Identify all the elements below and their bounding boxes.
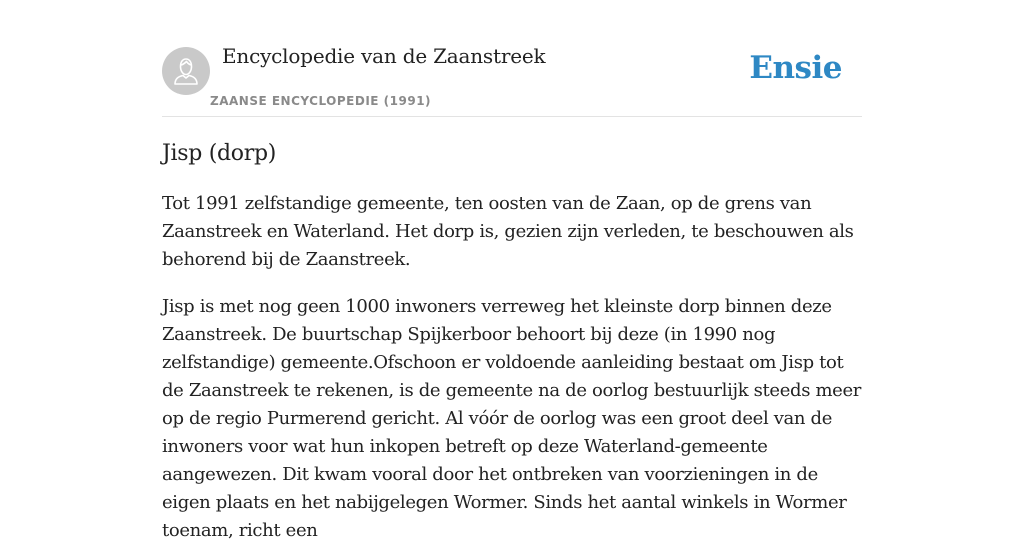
article xyxy=(162,138,862,545)
article-title: Jisp (dorp) xyxy=(162,141,277,166)
article-paragraph: Tot 1991 zelfstandige gemeente, ten oosten van de Zaan, op de grens van Zaanstreek en Waterland. Het dorp is, gezien zijn verleden, te beschouwen als behorend bij de Zaanstreek. xyxy=(162,193,854,270)
source-title[interactable]: Encyclopedie van de Zaanstreek xyxy=(222,44,546,68)
user-silhouette-icon xyxy=(162,47,210,95)
source-subtitle[interactable]: ZAANSE ENCYCLOPEDIE (1991) xyxy=(210,94,432,108)
source-avatar[interactable] xyxy=(162,47,210,95)
brand-logo[interactable]: Ensie xyxy=(749,50,842,86)
article-paragraph: Jisp is met nog geen 1000 inwoners verreweg het kleinste dorp binnen deze Zaanstreek. De buurtschap Spijkerboor behoort bij deze (in 1990 nog zelfstandige) gemeente.Ofschoon er voldoende aanleiding bestaat om Jisp tot de Zaanstreek te rekenen, is de gemeente na de oorlog bestuurlijk steeds meer op de regio Purmerend gericht. Al vóór de oorlog was een groot deel van de inwoners voor wat hun inkopen betreft op deze Waterland-gemeente aangewezen. Dit kwam vooral door het ontbreken van voorzieningen in de eigen plaats en het nabijgelegen Wormer. Sinds het aantal winkels in Wormer toenam, richt een xyxy=(162,296,862,541)
source-header xyxy=(162,0,862,117)
